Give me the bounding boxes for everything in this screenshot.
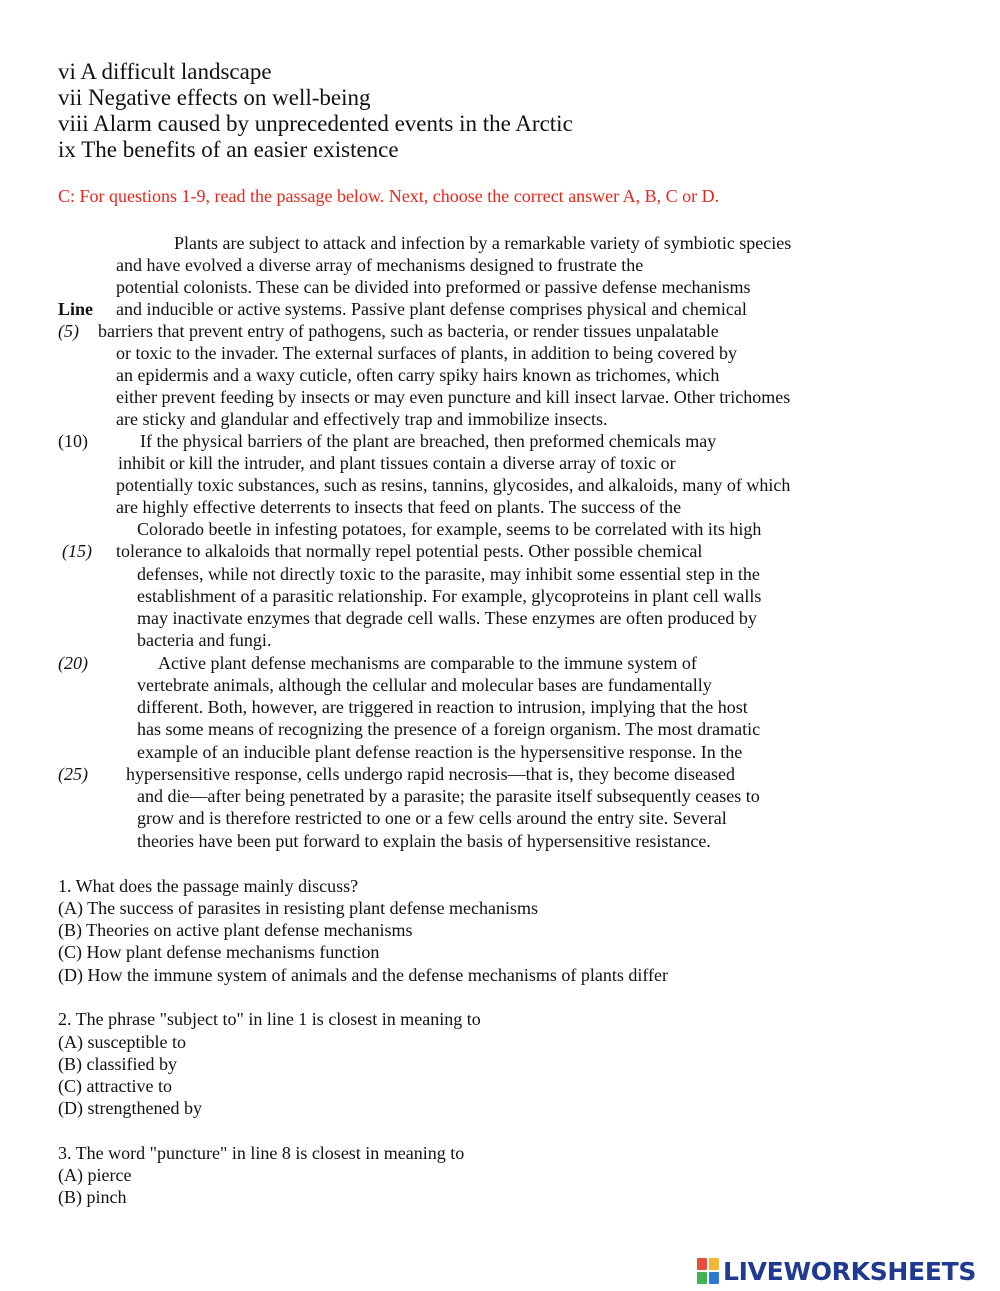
passage-line-13: are highly effective deterrents to insects that feed on plants. The success of the [116,497,682,517]
line-marker-10: (10) [58,431,88,451]
passage-line-11: inhibit or kill the intruder, and plant tissues contain a diverse array of toxic or [118,453,676,473]
heading-vi: vi A difficult landscape [58,59,272,84]
passage-line-4: and inducible or active systems. Passive plant defense comprises physical and chemical [116,299,747,319]
question-1-option-b[interactable]: (B) Theories on active plant defense mechanisms [58,920,413,940]
passage-line-23: has some means of recognizing the presence of a foreign organism. The most dramatic [137,719,761,739]
passage-line-7: an epidermis and a waxy cuticle, often carry spiky hairs known as trichomes, which [116,365,720,385]
passage-line-9: are sticky and glandular and effectively trap and immobilize insects. [116,409,608,429]
logo-square-green [697,1272,707,1284]
question-3-stem: 3. The word "puncture" in line 8 is closest in meaning to [58,1143,465,1163]
passage-line-10: If the physical barriers of the plant are breached, then preformed chemicals may [140,431,717,451]
passage-line-20: Active plant defense mechanisms are comparable to the immune system of [158,653,697,673]
heading-ix: ix The benefits of an easier existence [58,137,399,162]
passage-line-6: or toxic to the invader. The external surfaces of plants, in addition to being covered by [116,343,737,363]
passage-line-16: defenses, while not directly toxic to the parasite, may inhibit some essential step in the [137,564,760,584]
passage-line-22: different. Both, however, are triggered in reaction to intrusion, implying that the host [137,697,748,717]
passage-line-12: potentially toxic substances, such as resins, tannins, glycosides, and alkaloids, many of which [116,475,791,495]
line-marker-15: (15) [62,541,92,561]
passage-line-1: Plants are subject to attack and infection by a remarkable variety of symbiotic species [174,233,792,253]
question-1-option-d[interactable]: (D) How the immune system of animals and the defense mechanisms of plants differ [58,965,669,985]
line-marker-label: Line [58,299,94,319]
question-1-option-c[interactable]: (C) How plant defense mechanisms function [58,942,380,962]
passage-line-19: bacteria and fungi. [137,630,272,650]
passage-line-25: hypersensitive response, cells undergo rapid necrosis—that is, they become diseased [126,764,736,784]
passage-line-2: and have evolved a diverse array of mechanisms designed to frustrate the [116,255,644,275]
logo-square-blue [709,1272,719,1284]
passage-line-27: grow and is therefore restricted to one or a few cells around the entry site. Several [137,808,727,828]
passage-line-3: potential colonists. These can be divided into preformed or passive defense mechanisms [116,277,751,297]
line-marker-25: (25) [58,764,88,784]
line-marker-5: (5) [58,321,79,341]
question-3-option-b[interactable]: (B) pinch [58,1187,127,1207]
liveworksheets-logo[interactable] [697,1256,976,1286]
passage-line-26: and die—after being penetrated by a parasite; the parasite itself subsequently ceases to [137,786,760,806]
passage-line-15: tolerance to alkaloids that normally repel potential pests. Other possible chemical [116,541,703,561]
heading-vii: vii Negative effects on well-being [58,85,371,110]
question-1-stem: 1. What does the passage mainly discuss? [58,876,359,896]
liveworksheets-logo-text: LIVEWORKSHEETS [723,1256,977,1286]
passage-line-24: example of an inducible plant defense reaction is the hypersensitive response. In the [137,742,743,762]
passage-line-18: may inactivate enzymes that degrade cell walls. These enzymes are often produced by [137,608,757,628]
passage-line-28: theories have been put forward to explain the basis of hypersensitive resistance. [137,831,711,851]
logo-square-red [697,1258,707,1270]
passage-line-8: either prevent feeding by insects or may even puncture and kill insect larvae. Other trichomes [116,387,791,407]
question-2-option-d[interactable]: (D) strengthened by [58,1098,202,1118]
question-2-option-a[interactable]: (A) susceptible to [58,1032,186,1052]
liveworksheets-logo-icon [697,1258,719,1284]
question-1-option-a[interactable]: (A) The success of parasites in resisting plant defense mechanisms [58,898,539,918]
question-2-stem: 2. The phrase "subject to" in line 1 is closest in meaning to [58,1009,481,1029]
passage-line-21: vertebrate animals, although the cellular and molecular bases are fundamentally [137,675,712,695]
passage-line-5: barriers that prevent entry of pathogens, such as bacteria, or render tissues unpalatable [98,321,719,341]
heading-viii: viii Alarm caused by unprecedented events in the Arctic [58,111,573,136]
logo-square-yellow [709,1258,719,1270]
instruction-text: C: For questions 1-9, read the passage below. Next, choose the correct answer A, B, C or D. [58,186,720,206]
passage-line-17: establishment of a parasitic relationship. For example, glycoproteins in plant cell walls [137,586,762,606]
line-marker-20: (20) [58,653,88,673]
question-2-option-c[interactable]: (C) attractive to [58,1076,172,1096]
passage-line-14: Colorado beetle in infesting potatoes, for example, seems to be correlated with its high [137,519,762,539]
question-3-option-a[interactable]: (A) pierce [58,1165,132,1185]
question-2-option-b[interactable]: (B) classified by [58,1054,177,1074]
